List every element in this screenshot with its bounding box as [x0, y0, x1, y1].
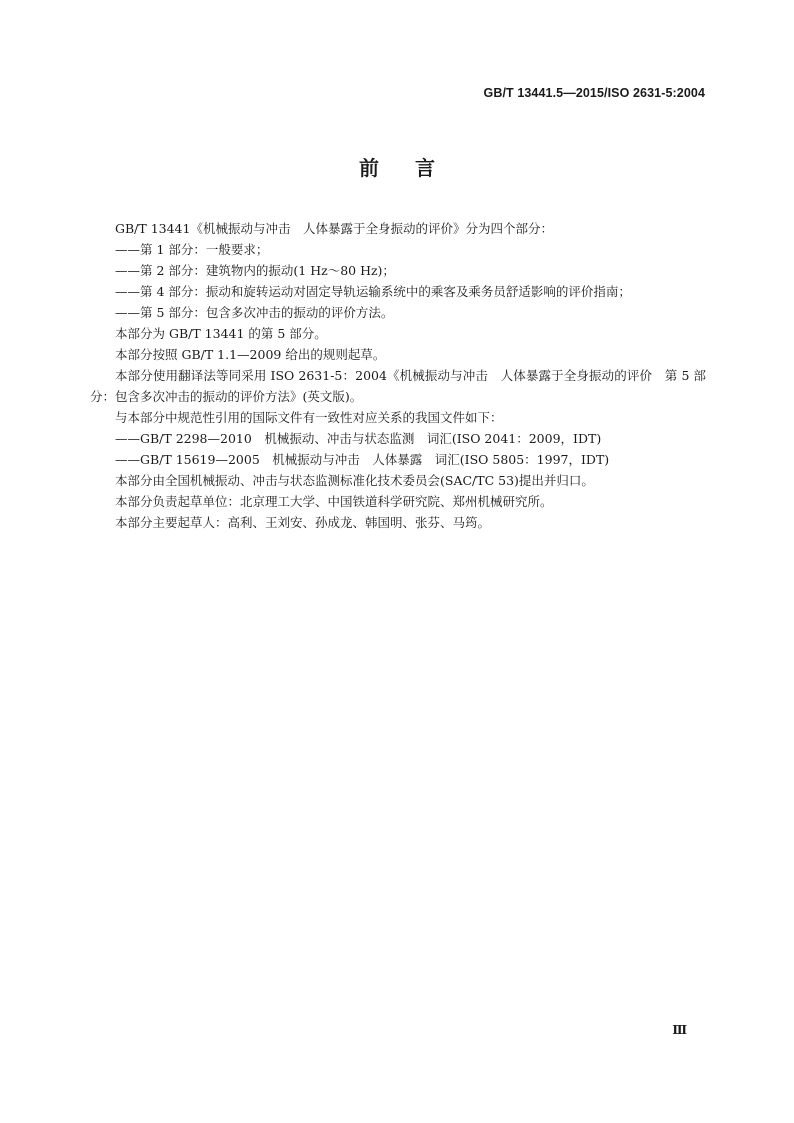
paragraph-adoption: 本部分使用翻译法等同采用 ISO 2631-5：2004《机械振动与冲击 人体暴露于全身振动的评价 第 5 部分：包含多次冲击的振动的评价方法》(英文版)。: [90, 368, 706, 404]
list-item-reference-gbt2298: ——GB/T 2298—2010 机械振动、冲击与状态监测 词汇(ISO 2041：2009，IDT): [115, 431, 602, 446]
paragraph-proposer: 本部分由全国机械振动、冲击与状态监测标准化技术委员会(SAC/TC 53)提出并归口。: [115, 473, 594, 488]
paragraph-drafters: 本部分主要起草人：高利、王刘安、孙成龙、韩国明、张芬、马筠。: [115, 515, 491, 530]
foreword-body: [90, 218, 706, 533]
paragraph-parts-intro: GB/T 13441《机械振动与冲击 人体暴露于全身振动的评价》分为四个部分：: [115, 221, 553, 236]
list-item-reference-gbt15619: ——GB/T 15619—2005 机械振动与冲击 人体暴露 词汇(ISO 5805：1997，IDT): [115, 452, 610, 467]
page-title: 前言: [359, 156, 471, 180]
list-item-part-1: ——第 1 部分：一般要求；: [115, 242, 269, 257]
standard-code: GB/T 13441.5—2015/ISO 2631-5:2004: [483, 86, 705, 100]
list-item-part-5: ——第 5 部分：包含多次冲击的振动的评价方法。: [115, 305, 394, 320]
paragraph-this-part: 本部分为 GB/T 13441 的第 5 部分。: [115, 326, 327, 341]
page-number: Ⅲ: [672, 1023, 687, 1037]
paragraph-drafting-rules: 本部分按照 GB/T 1.1—2009 给出的规则起草。: [115, 347, 386, 362]
paragraph-references-intro: 与本部分中规范性引用的国际文件有一致性对应关系的我国文件如下：: [115, 410, 503, 425]
paragraph-drafting-units: 本部分负责起草单位：北京理工大学、中国铁道科学研究院、郑州机械研究所。: [115, 494, 553, 509]
list-item-part-4: ——第 4 部分：振动和旋转运动对固定导轨运输系统中的乘客及乘务员舒适影响的评价指南；: [115, 284, 631, 299]
list-item-part-2: ——第 2 部分：建筑物内的振动(1 Hz～80 Hz)；: [115, 263, 395, 278]
